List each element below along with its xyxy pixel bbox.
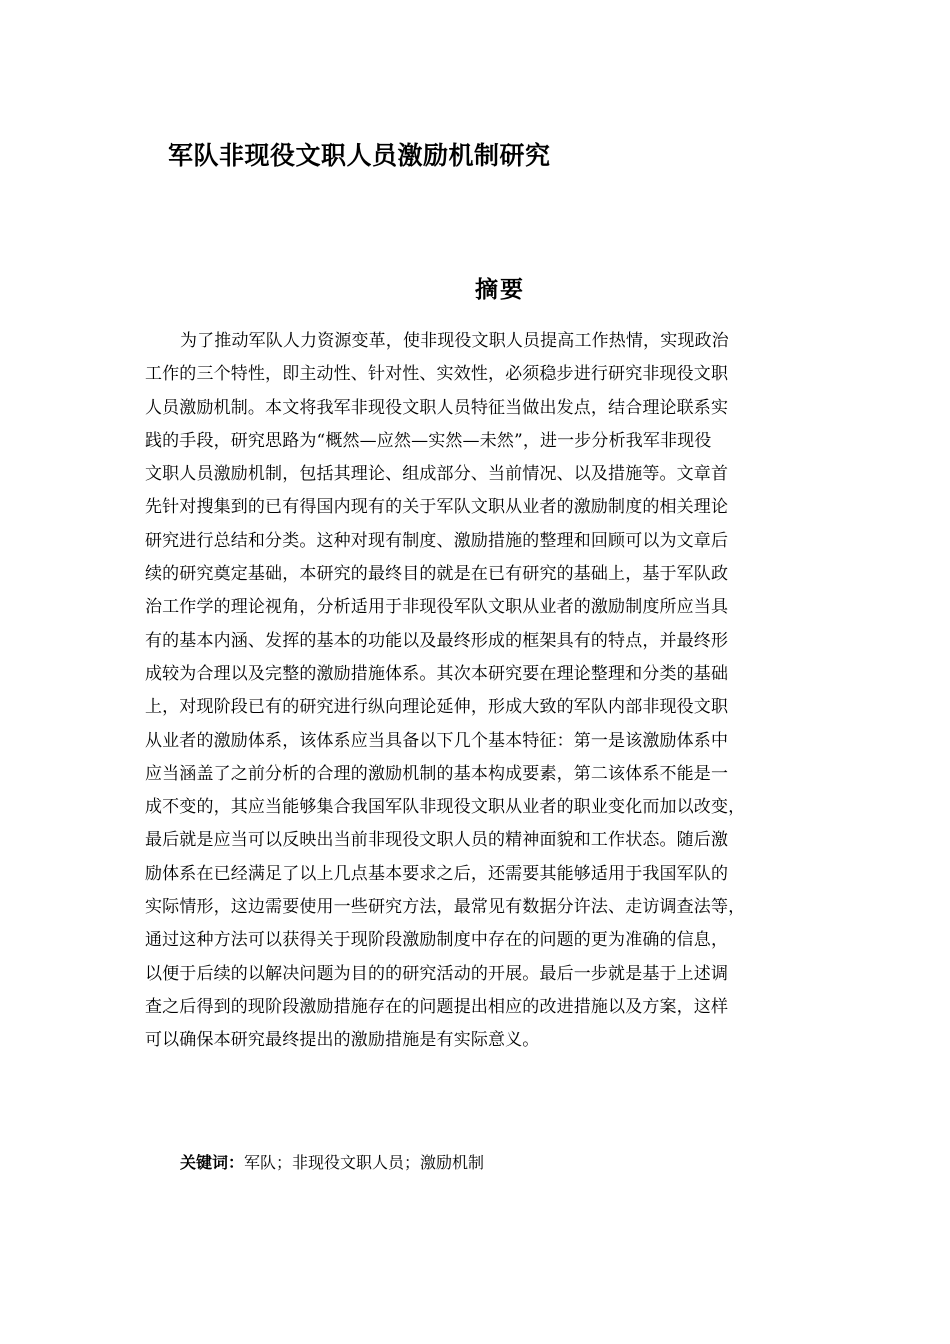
- abstract-line: 成不变的，其应当能够集合我国军队非现役文职从业者的职业变化而加以改变，: [145, 797, 746, 818]
- abstract-line: 成较为合理以及完整的激励措施体系。其次本研究要在理论整理和分类的基础: [145, 663, 729, 684]
- abstract-line: 工作的三个特性，即主动性、针对性、实效性，必须稳步进行研究非现役文职: [145, 364, 729, 385]
- abstract-line: 有的基本内涵、发挥的基本的功能以及最终形成的框架具有的特点，并最终形: [145, 630, 729, 651]
- abstract-line: 实际情形，这边需要使用一些研究方法，最常见有数据分许法、走访调查法等，: [145, 897, 746, 918]
- abstract-line: 文职人员激励机制，包括其理论、组成部分、当前情况、以及措施等。文章首: [145, 464, 729, 485]
- abstract-line: 可以确保本研究最终提出的激励措施是有实际意义。: [145, 1030, 540, 1051]
- abstract-line: 为了推动军队人力资源变革，使非现役文职人员提高工作热情，实现政治: [180, 331, 729, 351]
- abstract-line: 人员激励机制。本文将我军非现役文职人员特征当做出发点，结合理论联系实: [145, 397, 729, 418]
- abstract-line: 励体系在已经满足了以上几点基本要求之后，还需要其能够适用于我国军队的: [145, 863, 729, 884]
- keywords-text: 军队；非现役文职人员；激励机制: [244, 1153, 485, 1172]
- abstract-line: 研究进行总结和分类。这种对现有制度、激励措施的整理和回顾可以为文章后: [145, 530, 729, 551]
- abstract-line: 应当涵盖了之前分析的合理的激励机制的基本构成要素，第二该体系不能是一: [145, 763, 729, 784]
- abstract-line: 最后就是应当可以反映出当前非现役文职人员的精神面貌和工作状态。随后激: [145, 830, 729, 851]
- abstract-line: 从业者的激励体系，该体系应当具备以下几个基本特征：第一是该激励体系中: [145, 730, 729, 751]
- abstract-heading: 摘要: [475, 277, 525, 303]
- abstract-line: 以便于后续的以解决问题为目的的研究活动的开展。最后一步就是基于上述调: [145, 963, 729, 984]
- abstract-body: [145, 325, 825, 1058]
- abstract-line: 通过这种方法可以获得关于现阶段激励制度中存在的问题的更为准确的信息，: [145, 930, 729, 951]
- keywords-label: 关键词：: [180, 1153, 245, 1172]
- abstract-line: 上，对现阶段已有的研究进行纵向理论延伸，形成大致的军队内部非现役文职: [145, 697, 729, 718]
- document-title: 军队非现役文职人员激励机制研究: [168, 141, 551, 170]
- abstract-line: 先针对搜集到的已有得国内现有的关于军队文职从业者的激励制度的相关理论: [145, 497, 729, 518]
- abstract-line: 续的研究奠定基础，本研究的最终目的就是在已有研究的基础上，基于军队政: [145, 564, 729, 585]
- abstract-line: 践的手段，研究思路为“概然—应然—实然—未然”，进一步分析我军非现役: [145, 430, 712, 451]
- abstract-line: 查之后得到的现阶段激励措施存在的问题提出相应的改进措施以及方案，这样: [145, 996, 729, 1017]
- abstract-line: 治工作学的理论视角，分析适用于非现役军队文职从业者的激励制度所应当具: [145, 597, 729, 618]
- keywords-line: [180, 1147, 484, 1179]
